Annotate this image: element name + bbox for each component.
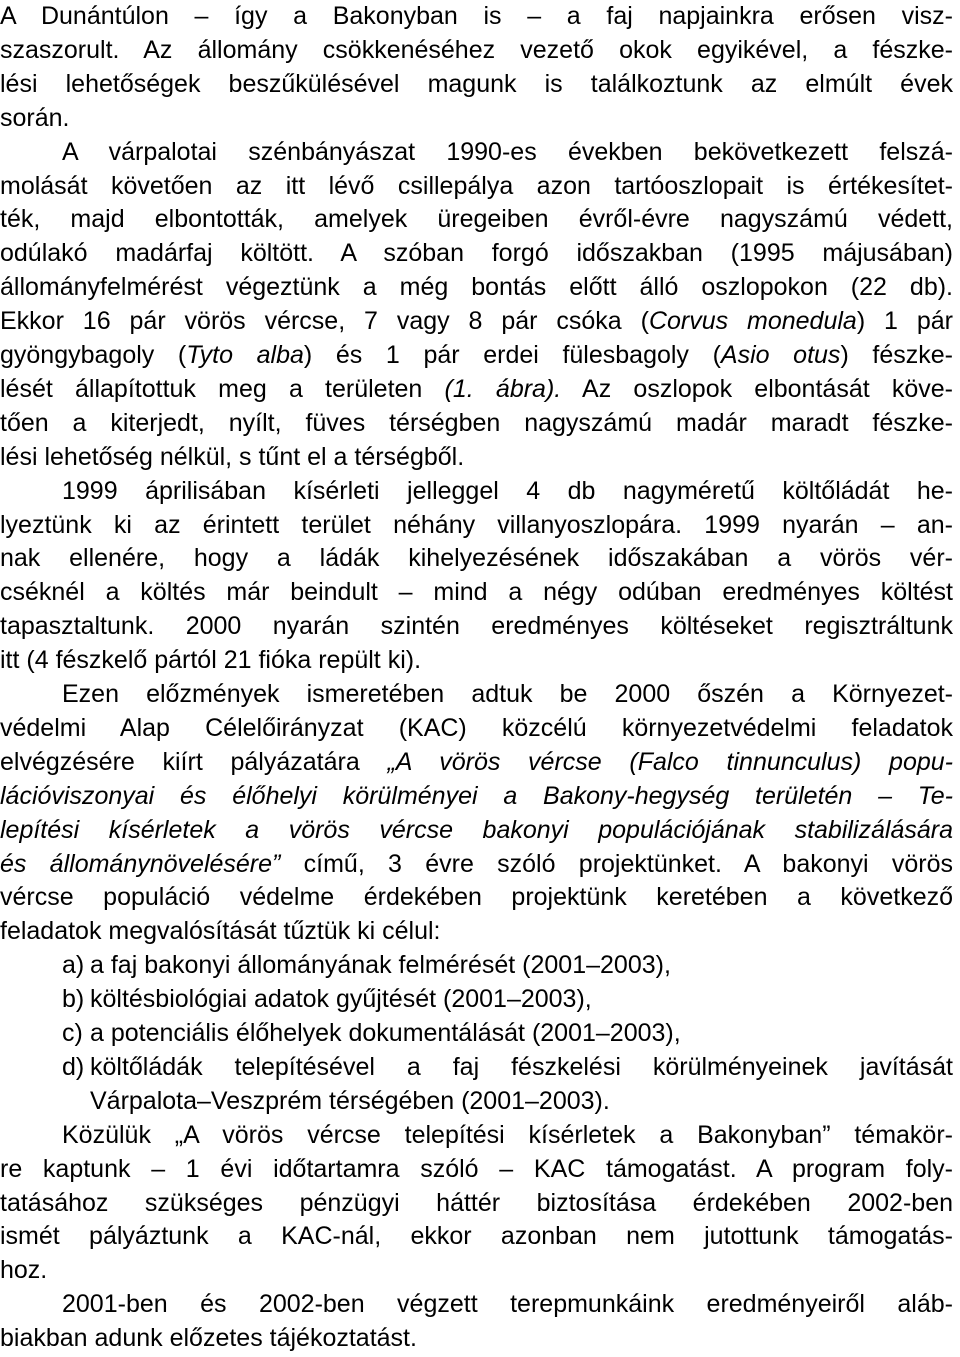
text-segment: 1999 áprilisában kísérleti jelleggel 4 db nagyméretű költőládát he-: [62, 476, 953, 505]
text-line: [0, 373, 953, 406]
text-line: [62, 475, 953, 508]
text-line: [0, 1322, 417, 1355]
text-line: [0, 1254, 47, 1287]
italic-text: lepítési kísérletek a vörös vércse bakonyi populációjának stabilizálására: [0, 815, 953, 844]
text-segment: vércse populáció védelme érdekében projektünk keretében a következő: [0, 883, 953, 912]
text-line: [0, 34, 953, 67]
list-marker: d): [62, 1052, 85, 1081]
text-segment: molását követően az itt lévő csillepálya azon tartóoszlopait is értékesítet-: [0, 171, 953, 200]
text-line: [0, 644, 421, 677]
italic-text: és állománynövelésére”: [0, 849, 281, 878]
text-line: [62, 136, 953, 169]
text-segment: elvégzésére kiírt pályázatára: [0, 747, 388, 776]
list-marker: a): [62, 951, 85, 980]
text-line: [62, 1119, 953, 1152]
text-line: [0, 576, 953, 609]
text-segment: a faj bakonyi állományának felmérését (2001–2003),: [90, 951, 671, 980]
text-segment: tatásához szükséges pénzügyi háttér biztosítása érdekében 2002-ben: [0, 1188, 953, 1217]
italic-text: Corvus monedula: [648, 307, 857, 336]
text-segment: című, 3 évre szóló projektünket. A bakonyi vörös: [280, 849, 953, 878]
text-line: [90, 1085, 610, 1118]
text-line: [0, 271, 953, 304]
text-segment: állományfelmérést végeztünk a még bontás előtt álló oszlopokon (22 db).: [0, 273, 953, 302]
text-segment: itt (4 fészkelő pártól 21 fióka repült ki).: [0, 646, 422, 675]
text-line: [0, 881, 953, 914]
text-line: [0, 509, 953, 542]
italic-text: „A vörös vércse (Falco tinnunculus) popu-: [387, 747, 953, 776]
list-marker: c): [62, 1019, 83, 1047]
text-segment: tően a kiterjedt, nyílt, füves térségben nagyszámú madár maradt fészke-: [0, 408, 953, 437]
italic-text: (1. ábra).: [444, 374, 562, 403]
list-marker: b): [62, 985, 85, 1014]
text-line: [0, 610, 953, 643]
text-segment: re kaptunk – 1 évi időtartamra szóló – KAC támogatást. A program foly-: [0, 1154, 953, 1183]
text-line: [90, 949, 671, 982]
text-segment: biakban adunk előzetes tájékoztatást.: [0, 1324, 417, 1353]
text-line: [0, 441, 464, 474]
text-segment: ismét pályáztunk a KAC-nál, ekkor azonban nem jutottunk támogatás-: [0, 1222, 953, 1251]
text-line: [0, 1153, 953, 1186]
text-line: [0, 0, 953, 33]
text-segment: lését állapítottuk meg a területen: [0, 374, 445, 403]
text-line: [0, 712, 953, 745]
text-segment: hoz.: [0, 1256, 48, 1285]
text-segment: során.: [0, 103, 70, 132]
text-segment: költőládák telepítésével a faj fészkelési körülményeinek javítását: [90, 1052, 953, 1081]
text-segment: feladatok megvalósítását tűztük ki célul:: [0, 917, 441, 946]
text-line: [0, 814, 953, 847]
text-line: [62, 678, 953, 711]
text-segment: lési lehetőség nélkül, s tűnt el a térségből.: [0, 442, 465, 471]
text-segment: Közülük „A vörös vércse telepítési kísérletek a Bakonyban” témakör-: [62, 1120, 953, 1149]
text-segment: Ekkor 16 pár vörös vércse, 7 vagy 8 pár csóka (: [0, 307, 649, 336]
text-line: [90, 1051, 953, 1084]
text-segment: 2001-ben és 2002-ben végzett terepmunkáink eredményeiről aláb-: [62, 1290, 953, 1319]
text-segment: ) és 1 pár erdei fülesbagoly (: [303, 341, 721, 369]
text-line: [0, 407, 953, 440]
text-segment: költésbiológiai adatok gyűjtését (2001–2003),: [90, 985, 592, 1014]
text-line: [0, 102, 69, 135]
text-segment: Az oszlopok elbontását köve-: [561, 374, 953, 403]
text-line: [0, 1187, 953, 1220]
text-line: [0, 237, 953, 270]
italic-text: Asio otus: [720, 341, 841, 369]
text-line: [62, 1288, 953, 1321]
text-line: [0, 915, 441, 948]
text-segment: cséknél a költés már beindult – mind a négy odúban eredményes költést: [0, 578, 953, 607]
text-line: [0, 203, 953, 236]
text-line: [0, 339, 953, 372]
text-segment: nak ellenére, hogy a ládák kihelyezésének időszakában a vörös vér-: [0, 544, 953, 573]
text-line: [0, 68, 953, 101]
text-line: [0, 305, 953, 338]
text-segment: lési lehetőségek beszűkülésével magunk is találkoztunk az elmúlt évek: [0, 69, 953, 98]
italic-text: Tyto alba: [186, 341, 304, 369]
text-segment: Várpalota–Veszprém térségében (2001–2003).: [90, 1086, 610, 1115]
text-segment: lyeztünk ki az érintett terület néhány villanyoszlopára. 1999 nyarán – an-: [0, 510, 953, 539]
text-segment: a potenciális élőhelyek dokumentálását (2001–2003),: [90, 1019, 681, 1047]
text-line: [0, 848, 953, 881]
text-line: [0, 780, 953, 813]
text-segment: gyöngybagoly (: [0, 341, 187, 369]
text-segment: odúlakó madárfaj költött. A szóban forgó időszakban (1995 májusában): [0, 239, 953, 268]
text-segment: ték, majd elbontották, amelyek üregeiben évről-évre nagyszámú védett,: [0, 205, 953, 234]
text-line: [0, 1220, 953, 1253]
text-segment: A Dunántúlon – így a Bakonyban is – a faj napjainkra erősen visz-: [0, 2, 953, 30]
text-segment: Ezen előzmények ismeretében adtuk be 2000 őszén a Környezet-: [62, 680, 953, 708]
italic-text: lációviszonyai és élőhelyi körülményei a Bakony-hegység területén – Te-: [0, 781, 953, 810]
text-segment: A várpalotai szénbányászat 1990-es években bekövetkezett felszá-: [62, 137, 953, 166]
text-segment: ) fészke-: [840, 341, 953, 369]
text-line: [0, 746, 953, 779]
text-line: [90, 983, 592, 1016]
text-line: [0, 170, 953, 203]
text-segment: tapasztaltunk. 2000 nyarán szintén eredményes költéseket regisztráltunk: [0, 612, 953, 641]
text-line: [90, 1017, 681, 1050]
text-line: [0, 542, 953, 575]
text-segment: védelmi Alap Célelőirányzat (KAC) közcélú környezetvédelmi feladatok: [0, 713, 953, 742]
text-segment: szaszorult. Az állomány csökkenéséhez vezető okok egyikével, a fészke-: [0, 35, 953, 64]
text-segment: ) 1 pár: [856, 307, 953, 336]
